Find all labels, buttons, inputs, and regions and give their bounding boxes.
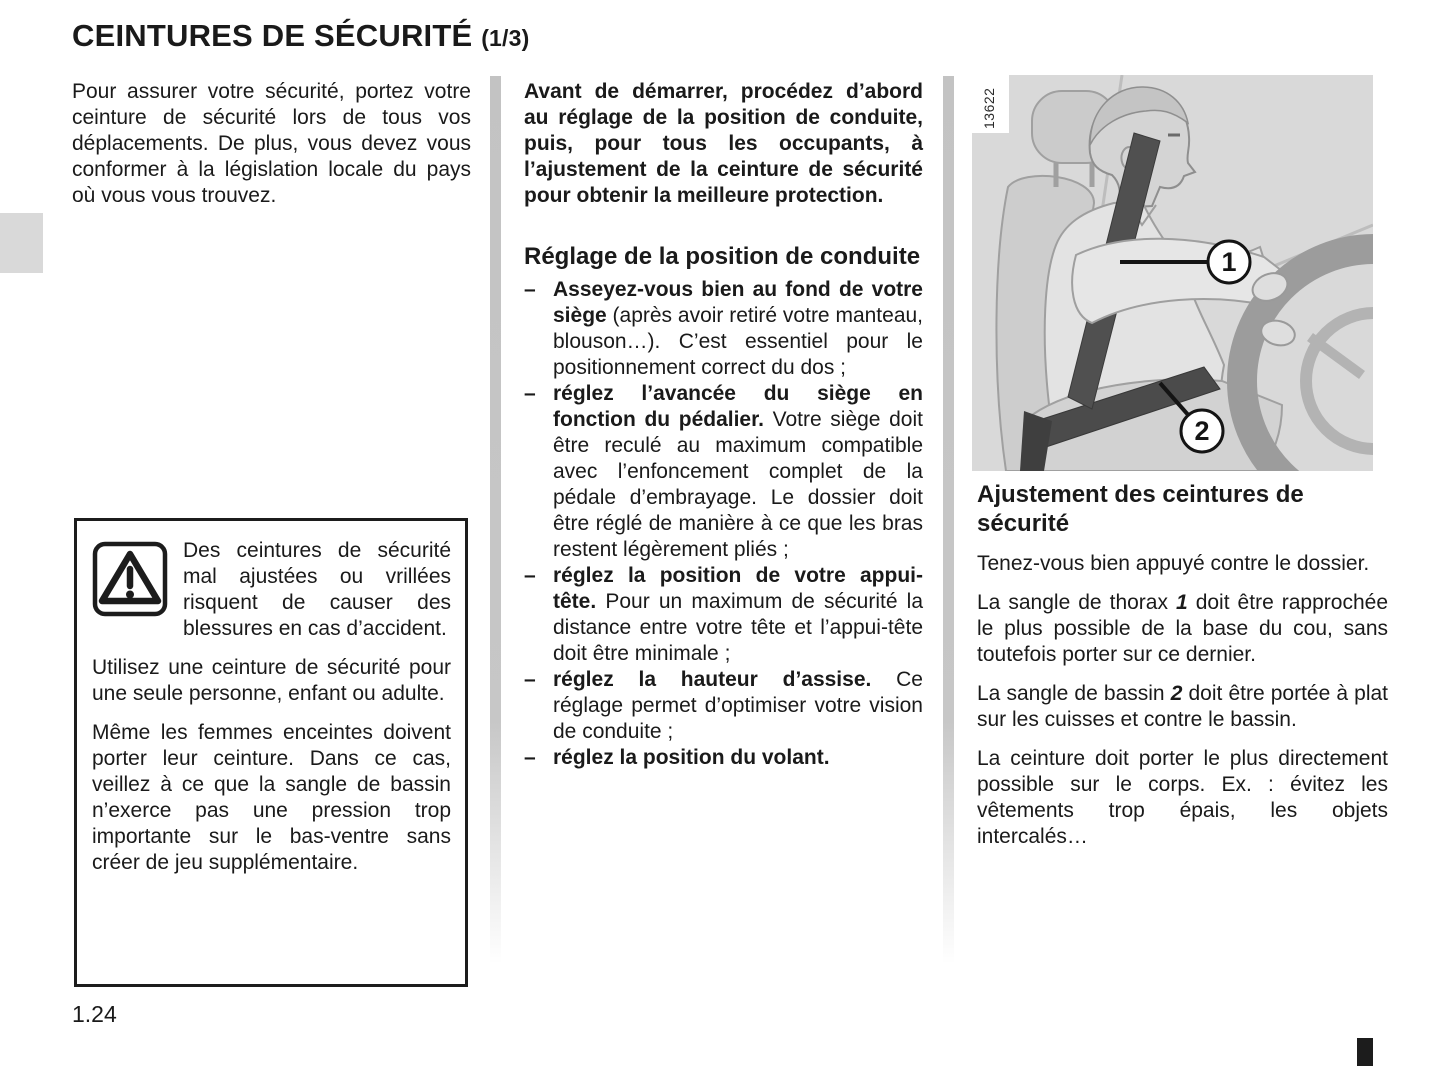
list-item <box>524 667 923 745</box>
left-column <box>72 79 471 209</box>
section-heading-driving-position: Réglage de la position de conduite <box>524 243 921 270</box>
list-dash: – <box>524 564 536 587</box>
belt-paragraph-4: La ceinture doit porter le plus directement possible sur le corps. Ex. : évitez les vêtements trop épais, les objets intercalés… <box>977 747 1388 848</box>
figure-number: 13622 <box>981 87 997 129</box>
warning-paragraph-2: Utilisez une ceinture de sécurité pour une seule personne, enfant ou adulte. <box>92 656 451 705</box>
text-segment: La sangle de bassin <box>977 682 1171 705</box>
belt-paragraph-1: Tenez-vous bien appuyé contre le dossier. <box>977 552 1370 575</box>
list-item <box>524 381 923 563</box>
warning-paragraph-3: Même les femmes enceintes doivent porter leur ceinture. Dans ce cas, veillez à ce que la sangle de bassin n’exerce pas une pression trop importante sur le bas-ventre sans créer de jeu supplémentaire. <box>92 721 451 874</box>
right-column <box>977 480 1388 850</box>
page-title-part: (1/3) <box>481 25 530 51</box>
list-dash: – <box>524 746 536 769</box>
list-item-bold: réglez l’avancée du siège en fonction du pédalier. <box>553 382 923 431</box>
belt-paragraph-3 <box>977 681 1388 733</box>
page-title <box>72 18 529 54</box>
text-segment: doit être rapprochée le plus possible de la base du cou, sans toutefois porter sur ce dernier. <box>977 591 1388 666</box>
list-item <box>524 745 923 771</box>
callout-1-label: 1 <box>1221 247 1237 277</box>
list-dash: – <box>524 382 536 405</box>
warning-paragraph-1: Des ceintures de sécurité mal ajustées ou vrillées risquent de causer des blessures en cas d’accident. <box>183 539 451 640</box>
intro-paragraph: Pour assurer votre sécurité, portez votre ceinture de sécurité lors de tous vos déplacements. De plus, vous devez vous conformer à la législation locale du pays où vous vous trouvez. <box>72 80 471 207</box>
section-heading-belt-adjustment: Ajustement des ceintures de sécurité <box>977 481 1304 537</box>
list-item-text: Pour un maximum de sécurité la distance entre votre tête et l’appui-tête doit être minimale ; <box>553 590 923 665</box>
list-dash: – <box>524 668 536 691</box>
section-index-marker <box>1357 1038 1373 1066</box>
middle-column <box>524 79 923 771</box>
seatbelt-illustration <box>972 75 1373 471</box>
list-item-bold: réglez la position de votre appui-tête. <box>553 564 923 613</box>
list-item-text: (après avoir retiré votre manteau, blouson…). C’est essentiel pour le positionnement correct du dos ; <box>553 304 924 379</box>
chapter-tab-marker <box>0 213 43 273</box>
warning-box <box>74 518 468 987</box>
text-segment: doit être portée à plat sur les cuisses et contre le bassin. <box>977 682 1389 731</box>
column-divider-right <box>943 76 954 973</box>
text-segment: La sangle de thorax <box>977 591 1176 614</box>
page-title-text: CEINTURES DE SÉCURITÉ <box>72 18 473 53</box>
list-item <box>524 563 923 667</box>
list-item-bold: réglez la position du volant. <box>553 746 830 769</box>
list-dash: – <box>524 278 536 301</box>
list-item-bold: Asseyez-vous bien au fond de votre siège <box>553 278 923 327</box>
callout-2-label: 2 <box>1194 416 1210 446</box>
warning-icon <box>92 541 168 617</box>
belt-ref-2: 2 <box>1170 682 1183 705</box>
page-number: 1.24 <box>72 1001 117 1027</box>
before-start-paragraph: Avant de démarrer, procédez d’abord au réglage de la position de conduite, puis, pour tous les occupants, à l’ajustement de la ceinture de sécurité pour obtenir la meilleure protection. <box>524 80 923 207</box>
driving-position-list <box>524 277 923 771</box>
list-item <box>524 277 923 381</box>
list-item-bold: réglez la hauteur d’assise. <box>553 668 872 691</box>
list-item-text: Ce réglage permet d’optimiser votre vision de conduite ; <box>553 668 923 743</box>
belt-ref-1: 1 <box>1176 591 1188 614</box>
list-item-text: Votre siège doit être reculé au maximum compatible avec l’enfoncement complet de la pédale d’embrayage. Le dossier doit être réglé de manière à ce que les bras restent légèrement pliés ; <box>553 408 923 561</box>
belt-paragraph-2 <box>977 590 1388 668</box>
column-divider-left <box>490 76 501 973</box>
